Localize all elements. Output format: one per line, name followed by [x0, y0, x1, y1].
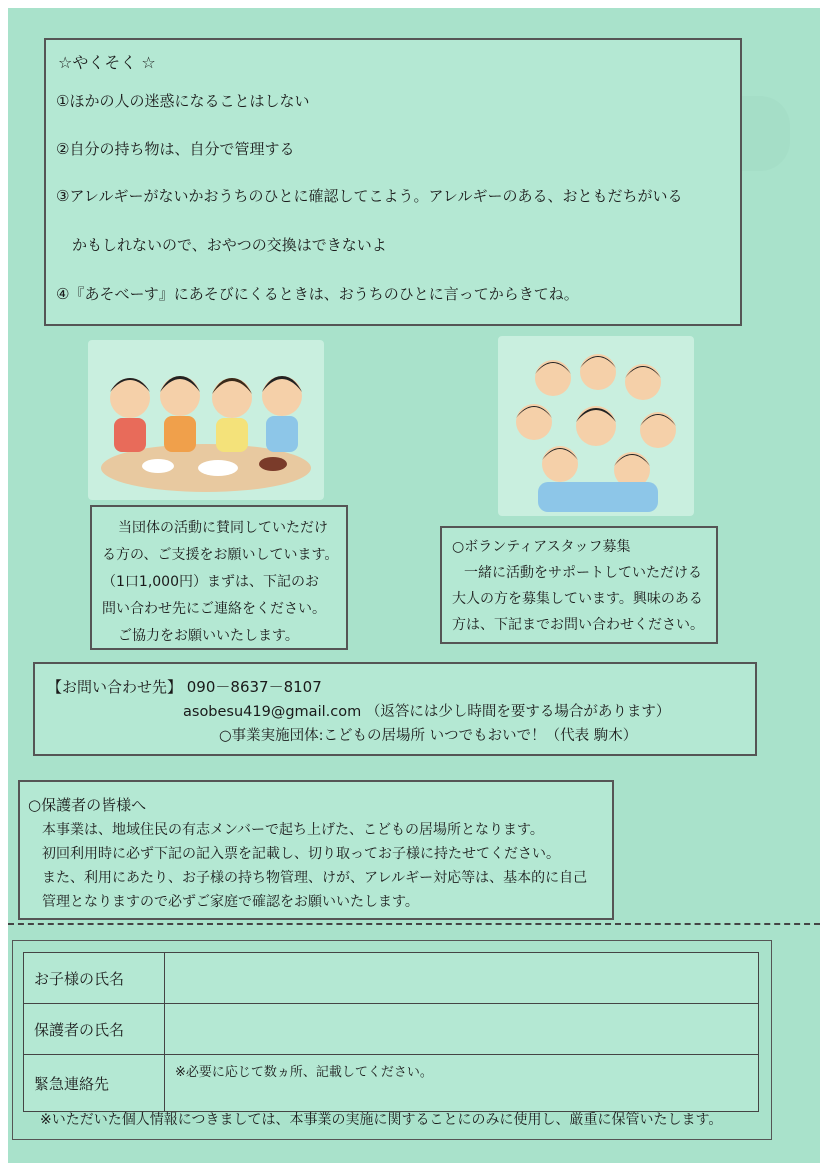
volunteer-box — [440, 526, 718, 644]
children-group-illustration — [498, 336, 694, 516]
child-name-label: お子様の氏名 — [24, 953, 165, 1004]
guardians-line: 本事業は、地域住民の有志メンバーで起ち上げた、こどもの居場所となります。 — [42, 822, 544, 838]
rule-item: ②自分の持ち物は、自分で管理する — [56, 140, 295, 158]
guardians-line: 初回利用時に必ず下記の記入票を記載し、切り取ってお子様に持たせてください。 — [42, 846, 560, 862]
emergency-contact-label: 緊急連絡先 — [24, 1055, 165, 1112]
contact-box — [33, 662, 757, 756]
support-line: ご協力をお願いいたします。 — [118, 628, 299, 644]
form-row — [24, 1004, 759, 1055]
privacy-note: ※いただいた個人情報につきましては、本事業の実施に関することにのみに使用し、厳重に保管いたします。 — [40, 1112, 723, 1128]
guardian-name-field[interactable] — [165, 1004, 759, 1055]
rules-title: ☆やくそく ☆ — [58, 53, 156, 72]
support-box — [90, 505, 348, 650]
volunteer-line: 方は、下記までお問い合わせください。 — [452, 617, 704, 633]
contact-email: asobesu419@gmail.com （返答には少し時間を要する場合があります） — [183, 704, 671, 720]
rule-item: ③アレルギーがないかおうちのひとに確認してこよう。アレルギーのある、おともだちがいる — [56, 187, 683, 205]
rule-item: かもしれないので、おやつの交換はできないよ — [72, 236, 387, 254]
rules-box — [44, 38, 742, 326]
volunteer-line: 一緒に活動をサポートしていただける — [464, 565, 702, 581]
guardians-line: また、利用にあたり、お子様の持ち物管理、けが、アレルギー対応等は、基本的に自己 — [42, 870, 588, 886]
rule-item: ①ほかの人の迷惑になることはしない — [56, 92, 310, 110]
rule-item: ④『あそべーす』にあそびにくるときは、おうちのひとに言ってからきてね。 — [56, 285, 579, 303]
support-line: 問い合わせ先にご連絡をください。 — [102, 601, 326, 617]
guardians-title: ○保護者の皆様へ — [28, 796, 147, 814]
volunteer-title: ○ボランティアスタッフ募集 — [452, 539, 631, 555]
form-row — [24, 1055, 759, 1112]
guardians-notice-box — [18, 780, 614, 920]
guardian-name-label: 保護者の氏名 — [24, 1004, 165, 1055]
emergency-contact-field[interactable]: ※必要に応じて数ヵ所、記載してください。 — [165, 1055, 759, 1112]
support-line: 当団体の活動に賛同していただけ — [118, 520, 328, 536]
contact-phone: 【お問い合わせ先】 090－8637－8107 — [47, 678, 322, 696]
support-line: る方の、ご支援をお願いしています。 — [102, 547, 339, 563]
cut-line — [8, 923, 820, 925]
contact-organization: ○事業実施団体:こどもの居場所 いつでもおいで！（代表 駒木） — [219, 728, 638, 744]
form-row — [24, 953, 759, 1004]
child-name-field[interactable] — [165, 953, 759, 1004]
registration-form — [23, 952, 759, 1112]
volunteer-line: 大人の方を募集しています。興味のある — [452, 591, 703, 607]
support-line: （1口1,000円）まずは、下記のお — [102, 574, 319, 590]
guardians-line: 管理となりますので必ずご家庭で確認をお願いいたします。 — [42, 894, 419, 910]
children-eating-illustration — [88, 340, 324, 500]
